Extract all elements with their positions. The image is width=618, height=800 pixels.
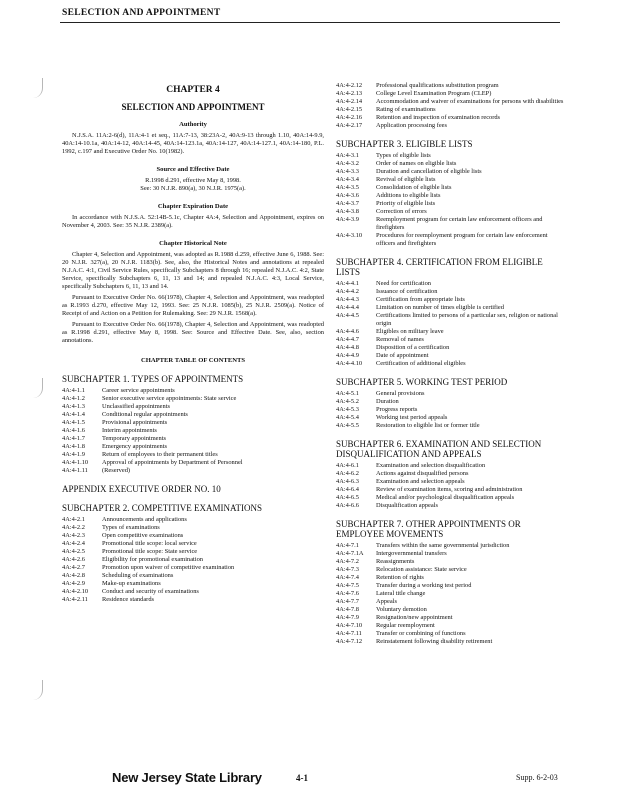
toc-entry	[336, 122, 566, 130]
right-column	[336, 82, 566, 646]
section-title: Reinstatement following disability retirement	[376, 638, 493, 645]
section-title: Certification from appropriate lists	[376, 296, 465, 303]
section-number: 4A:4-3.5	[336, 184, 359, 191]
section-number: 4A:4-5.1	[336, 390, 359, 397]
toc-entry	[336, 422, 566, 430]
toc-entry	[62, 427, 324, 435]
section-number: 4A:4-1.2	[62, 395, 85, 402]
toc-entry	[62, 459, 324, 467]
toc-entry	[336, 168, 566, 176]
section-title: Date of appointment	[376, 352, 429, 359]
section-number: 4A:4-6.2	[336, 470, 359, 477]
section-title: Conditional regular appointments	[102, 411, 188, 418]
section-number: 4A:4-4.10	[336, 360, 363, 367]
section-number: 4A:4-7.1	[336, 542, 359, 549]
section-number: 4A:4-3.9	[336, 216, 359, 223]
toc-entry	[336, 462, 566, 470]
section-number: 4A:4-2.8	[62, 572, 85, 579]
margin-punch-mark	[26, 680, 43, 700]
section-title: Open competitive examinations	[102, 532, 184, 539]
section-number: 4A:4-5.4	[336, 414, 359, 421]
toc-entry	[62, 419, 324, 427]
section-title: Career service appointments	[102, 387, 175, 394]
section-number: 4A:4-1.5	[62, 419, 85, 426]
subchapter-heading: SUBCHAPTER 6. EXAMINATION AND SELECTION DISQUALIFICATION AND APPEALS	[336, 439, 542, 459]
section-number: 4A:4-2.7	[62, 564, 85, 571]
subchapter-heading: SUBCHAPTER 7. OTHER APPOINTMENTS OR EMPLOYEE MOVEMENTS	[336, 519, 521, 539]
toc-entry	[336, 622, 566, 630]
chapter-number: CHAPTER 4	[166, 85, 220, 95]
toc-entry	[336, 470, 566, 478]
toc-entry	[336, 598, 566, 606]
section-number: 4A:4-1.6	[62, 427, 85, 434]
section-title: Scheduling of examinations	[102, 572, 174, 579]
section-title: Review of examination items, scoring and administration	[376, 486, 523, 493]
authority-heading: Authority	[179, 121, 207, 128]
header-rule	[60, 22, 560, 23]
toc-entry	[336, 494, 566, 502]
section-title: Lateral title change	[376, 590, 426, 597]
section-title: Emergency appointments	[102, 443, 168, 450]
section-number: 4A:4-2.17	[336, 122, 363, 129]
left-column	[62, 82, 324, 604]
toc-entry	[336, 304, 566, 312]
toc-entry	[62, 451, 324, 459]
section-title: Priority of eligible lists	[376, 200, 436, 207]
section-title: Announcements and applications	[102, 516, 187, 523]
toc-entry	[62, 572, 324, 580]
subchapter-heading: SUBCHAPTER 3. ELIGIBLE LISTS	[336, 139, 473, 149]
section-title: Transfer during a working test period	[376, 582, 472, 589]
toc-entry	[62, 580, 324, 588]
toc-entry	[336, 582, 566, 590]
toc-entry	[336, 390, 566, 398]
subchapter-heading: SUBCHAPTER 5. WORKING TEST PERIOD	[336, 377, 508, 387]
section-title: Examination and selection appeals	[376, 478, 465, 485]
section-title: Transfers within the same governmental jurisdiction	[376, 542, 510, 549]
section-title: General provisions	[376, 390, 425, 397]
section-number: 4A:4-7.10	[336, 622, 363, 629]
toc-entry	[62, 403, 324, 411]
section-number: 4A:4-1.4	[62, 411, 85, 418]
section-title: Duration	[376, 398, 399, 405]
toc-right-list	[336, 82, 566, 646]
toc-entry	[336, 360, 566, 368]
toc-entry	[336, 630, 566, 638]
section-number: 4A:4-4.2	[336, 288, 359, 295]
toc-entry	[62, 516, 324, 524]
toc-entry	[336, 200, 566, 208]
section-number: 4A:4-2.1	[62, 516, 85, 523]
toc-entry	[336, 82, 566, 90]
section-title: Rating of examinations	[376, 106, 436, 113]
section-title: Retention and inspection of examination records	[376, 114, 501, 121]
toc-entry	[336, 280, 566, 288]
section-number: 4A:4-7.5	[336, 582, 359, 589]
toc-entry	[336, 414, 566, 422]
section-number: 4A:4-5.2	[336, 398, 359, 405]
section-number: 4A:4-7.7	[336, 598, 359, 605]
toc-entry	[62, 532, 324, 540]
section-title: Issuance of certification	[376, 288, 438, 295]
section-title: Interim appointments	[102, 427, 157, 434]
section-number: 4A:4-2.2	[62, 524, 85, 531]
section-title: Promotional title scope: State service	[102, 548, 198, 555]
section-title: Promotional title scope: local service	[102, 540, 197, 547]
toc-entry	[336, 352, 566, 360]
section-number: 4A:4-1.11	[62, 467, 88, 474]
section-title: (Reserved)	[102, 467, 131, 474]
section-number: 4A:4-7.12	[336, 638, 363, 645]
toc-heading: CHAPTER TABLE OF CONTENTS	[140, 357, 246, 364]
section-number: 4A:4-4.3	[336, 296, 359, 303]
subchapter-heading: SUBCHAPTER 1. TYPES OF APPOINTMENTS	[62, 374, 244, 384]
toc-entry	[336, 398, 566, 406]
toc-entry	[62, 443, 324, 451]
authority-text: N.J.S.A. 11A:2-6(d), 11A:4-1 et seq., 11A:7-13, 38:23A-2, 40A:9-13 through 1.10, 40A:14-9.9, 40A:14-10.1a, 40A:14-12, 40A:14-45, 40A:14-123.1a, 40A:14-127, 40A:14-127.1, 40A:14-180, P.L. 1992, c.197 and Executive Order No. 10(1982).	[62, 132, 324, 155]
toc-entry	[336, 574, 566, 582]
source-line: See: 30 N.J.R. 890(a), 30 N.J.R. 1975(a).	[140, 185, 246, 192]
section-title: Additions to eligible lists	[376, 192, 441, 199]
section-number: 4A:4-7.2	[336, 558, 359, 565]
section-number: 4A:4-6.1	[336, 462, 359, 469]
section-title: Appeals	[376, 598, 397, 605]
toc-entry	[336, 614, 566, 622]
section-title: Types of eligible lists	[376, 152, 431, 159]
toc-entry	[336, 606, 566, 614]
section-title: Reemployment program for certain law enforcement officers and firefighters	[376, 216, 543, 231]
toc-entry	[62, 548, 324, 556]
history-paragraph: Pursuant to Executive Order No. 66(1978), Chapter 4, Selection and Appointment, was readopted as R.1993 d.270, effective May 12, 1993. See: 25 N.J.R. 1085(b), 25 N.J.R. 2509(a). Notice of Receipt of and Action on a Petition for Rulemaking. See: 29 N.J.R. 1568(a).	[62, 294, 324, 317]
section-number: 4A:4-4.1	[336, 280, 359, 287]
source-heading: Source and Effective Date	[156, 166, 230, 173]
section-title: Revival of eligible lists	[376, 176, 436, 183]
section-title: Accommodation and waiver of examinations for persons with disabilities	[376, 98, 564, 105]
section-number: 4A:4-4.4	[336, 304, 359, 311]
section-title: Conduct and security of examinations	[102, 588, 199, 595]
section-number: 4A:4-3.8	[336, 208, 359, 215]
section-title: Return of employees to their permanent titles	[102, 451, 218, 458]
section-number: 4A:4-3.4	[336, 176, 359, 183]
subchapter-heading: SUBCHAPTER 2. COMPETITIVE EXAMINATIONS	[62, 503, 263, 513]
section-number: 4A:4-1.3	[62, 403, 85, 410]
toc-entry	[62, 435, 324, 443]
section-title: Temporary appointments	[102, 435, 166, 442]
toc-entry	[336, 192, 566, 200]
section-number: 4A:4-2.10	[62, 588, 89, 595]
section-title: Types of examinations	[102, 524, 160, 531]
section-number: 4A:4-1.1	[62, 387, 85, 394]
section-title: Disqualification appeals	[376, 502, 438, 509]
section-number: 4A:4-2.16	[336, 114, 363, 121]
section-title: Relocation assistance: State service	[376, 566, 467, 573]
section-title: Certification of additional eligibles	[376, 360, 466, 367]
section-title: Progress reports	[376, 406, 418, 413]
section-title: Eligibility for promotional examination	[102, 556, 203, 563]
expiration-heading: Chapter Expiration Date	[157, 203, 229, 210]
toc-entry	[336, 478, 566, 486]
section-title: Resignation/new appointment	[376, 614, 453, 621]
section-title: Restoration to eligible list or former title	[376, 422, 480, 429]
toc-entry	[336, 558, 566, 566]
section-number: 4A:4-3.7	[336, 200, 359, 207]
toc-entry	[62, 411, 324, 419]
section-number: 4A:4-2.11	[62, 596, 88, 603]
margin-punch-mark	[26, 78, 43, 98]
section-number: 4A:4-1.10	[62, 459, 89, 466]
section-number: 4A:4-5.3	[336, 406, 359, 413]
subchapter-heading: APPENDIX EXECUTIVE ORDER NO. 10	[62, 484, 221, 494]
section-number: 4A:4-2.14	[336, 98, 363, 105]
toc-entry	[336, 90, 566, 98]
section-number: 4A:4-2.9	[62, 580, 85, 587]
section-title: Residence standards	[102, 596, 154, 603]
source-line: R.1998 d.291, effective May 8, 1998.	[145, 177, 241, 184]
section-number: 4A:4-4.7	[336, 336, 359, 343]
toc-entry	[62, 524, 324, 532]
toc-entry	[336, 486, 566, 494]
section-number: 4A:4-7.9	[336, 614, 359, 621]
toc-entry	[336, 98, 566, 106]
running-head: SELECTION AND APPOINTMENT	[62, 8, 221, 18]
toc-entry	[336, 216, 566, 232]
section-title: Provisional appointments	[102, 419, 168, 426]
toc-entry	[336, 502, 566, 510]
section-title: Application processing fees	[376, 122, 447, 129]
section-number: 4A:4-3.10	[336, 232, 363, 239]
section-title: Regular reemployment	[376, 622, 435, 629]
section-number: 4A:4-2.3	[62, 532, 85, 539]
toc-entry	[336, 208, 566, 216]
section-number: 4A:4-1.9	[62, 451, 85, 458]
toc-entry	[336, 232, 566, 248]
section-title: Make-up examinations	[102, 580, 161, 587]
section-title: Medical and/or psychological disqualification appeals	[376, 494, 515, 501]
page-number: 4-1	[296, 773, 308, 783]
toc-entry	[336, 152, 566, 160]
toc-entry	[336, 344, 566, 352]
section-title: Voluntary demotion	[376, 606, 427, 613]
section-title: Order of names on eligible lists	[376, 160, 457, 167]
toc-entry	[336, 336, 566, 344]
section-title: Eligibles on military leave	[376, 328, 444, 335]
section-title: Removal of names	[376, 336, 424, 343]
toc-entry	[336, 106, 566, 114]
toc-entry	[62, 556, 324, 564]
section-number: 4A:4-2.13	[336, 90, 363, 97]
toc-entry	[336, 176, 566, 184]
section-number: 4A:4-3.6	[336, 192, 359, 199]
section-title: College Level Examination Program (CLEP)	[376, 90, 492, 97]
section-number: 4A:4-3.2	[336, 160, 359, 167]
section-title: Certifications limited to persons of a particular sex, religion or national origin	[376, 312, 558, 327]
section-number: 4A:4-6.4	[336, 486, 359, 493]
toc-entry	[62, 387, 324, 395]
toc-entry	[336, 566, 566, 574]
section-title: Consolidation of eligible lists	[376, 184, 452, 191]
section-number: 4A:4-7.8	[336, 606, 359, 613]
toc-entry	[336, 114, 566, 122]
section-title: Senior executive service appointments: State service	[102, 395, 237, 402]
history-heading: Chapter Historical Note	[159, 240, 227, 247]
section-number: 4A:4-7.3	[336, 566, 359, 573]
section-number: 4A:4-4.9	[336, 352, 359, 359]
section-title: Approval of appointments by Department of Personnel	[102, 459, 243, 466]
chapter-title: SELECTION AND APPOINTMENT	[121, 102, 265, 112]
section-number: 4A:4-7.4	[336, 574, 359, 581]
toc-entry	[336, 328, 566, 336]
toc-entry	[336, 542, 566, 550]
toc-entry	[62, 564, 324, 572]
section-number: 4A:4-4.5	[336, 312, 359, 319]
toc-entry	[62, 395, 324, 403]
section-title: Reassignments	[376, 558, 415, 565]
section-number: 4A:4-1.7	[62, 435, 85, 442]
toc-entry	[336, 312, 566, 328]
toc-left-list	[62, 374, 324, 604]
history-paragraph: Pursuant to Executive Order No. 66(1978), Chapter 4, Selection and Appointment, was readopted as R.1998 d.291, effective May 8, 1998. See: Source and Effective Date. See, also, section annotations.	[62, 321, 324, 344]
section-number: 4A:4-6.5	[336, 494, 359, 501]
section-number: 4A:4-7.1A	[336, 550, 364, 557]
section-title: Duration and cancellation of eligible lists	[376, 168, 482, 175]
toc-entry	[62, 588, 324, 596]
section-number: 4A:4-4.8	[336, 344, 359, 351]
section-title: Limitation on number of times eligible is certified	[376, 304, 504, 311]
section-number: 4A:4-3.3	[336, 168, 359, 175]
section-number: 4A:4-2.4	[62, 540, 85, 547]
toc-entry	[62, 540, 324, 548]
section-number: 4A:4-6.6	[336, 502, 359, 509]
margin-punch-mark	[26, 378, 43, 398]
toc-entry	[336, 288, 566, 296]
toc-entry	[336, 590, 566, 598]
section-number: 4A:4-2.6	[62, 556, 85, 563]
section-number: 4A:4-5.5	[336, 422, 359, 429]
toc-entry	[336, 160, 566, 168]
history-paragraph: Chapter 4, Selection and Appointment, was adopted as R.1988 d.259, effective June 6, 1988. See: 20 N.J.R. 327(a), 20 N.J.R. 1183(b). See, also, the Historical Notes and annotations at repealed N.J.A.C. 4:1, Civil Service Rules, specifically Subchapters 8 through 16; repealed N.J.A.C. 4:2, State Service, specifically Subchapters 6, 11, 13 and 14; and repealed N.J.A.C. 4:3, Local Service, specifically Subchapters 6, 11, 13 and 14.	[62, 251, 324, 290]
section-title: Actions against disqualified persons	[376, 470, 469, 477]
toc-entry	[336, 638, 566, 646]
toc-entry	[336, 406, 566, 414]
section-title: Examination and selection disqualification	[376, 462, 486, 469]
section-number: 4A:4-2.15	[336, 106, 363, 113]
section-number: 4A:4-7.11	[336, 630, 362, 637]
section-title: Need for certification	[376, 280, 432, 287]
section-title: Transfer or combining of functions	[376, 630, 466, 637]
toc-entry	[336, 296, 566, 304]
section-number: 4A:4-7.6	[336, 590, 359, 597]
expiration-text: In accordance with N.J.S.A. 52:14B-5.1c, Chapter 4A:4, Selection and Appointment, expires on November 4, 2003. See: 35 N.J.R. 2389(a).	[62, 214, 324, 229]
section-title: Promotion upon waiver of competitive examination	[102, 564, 235, 571]
toc-entry	[336, 550, 566, 558]
section-title: Unclassified appointments	[102, 403, 170, 410]
library-watermark: New Jersey State Library	[112, 770, 262, 785]
supplement-date: Supp. 6-2-03	[516, 773, 558, 782]
section-title: Correction of errors	[376, 208, 427, 215]
toc-entry	[336, 184, 566, 192]
section-number: 4A:4-3.1	[336, 152, 359, 159]
section-number: 4A:4-2.5	[62, 548, 85, 555]
section-number: 4A:4-2.12	[336, 82, 363, 89]
section-title: Retention of rights	[376, 574, 424, 581]
section-number: 4A:4-4.6	[336, 328, 359, 335]
subchapter-heading: SUBCHAPTER 4. CERTIFICATION FROM ELIGIBLE LISTS	[336, 257, 543, 277]
section-title: Professional qualifications substitution program	[376, 82, 499, 89]
section-title: Intergovernmental transfers	[376, 550, 447, 557]
section-number: 4A:4-6.3	[336, 478, 359, 485]
section-title: Procedures for reemployment program for certain law enforcement officers and firefighters	[376, 232, 548, 247]
toc-entry	[62, 596, 324, 604]
section-number: 4A:4-1.8	[62, 443, 85, 450]
section-title: Disposition of a certification	[376, 344, 450, 351]
toc-entry	[62, 467, 324, 475]
section-title: Working test period appeals	[376, 414, 448, 421]
